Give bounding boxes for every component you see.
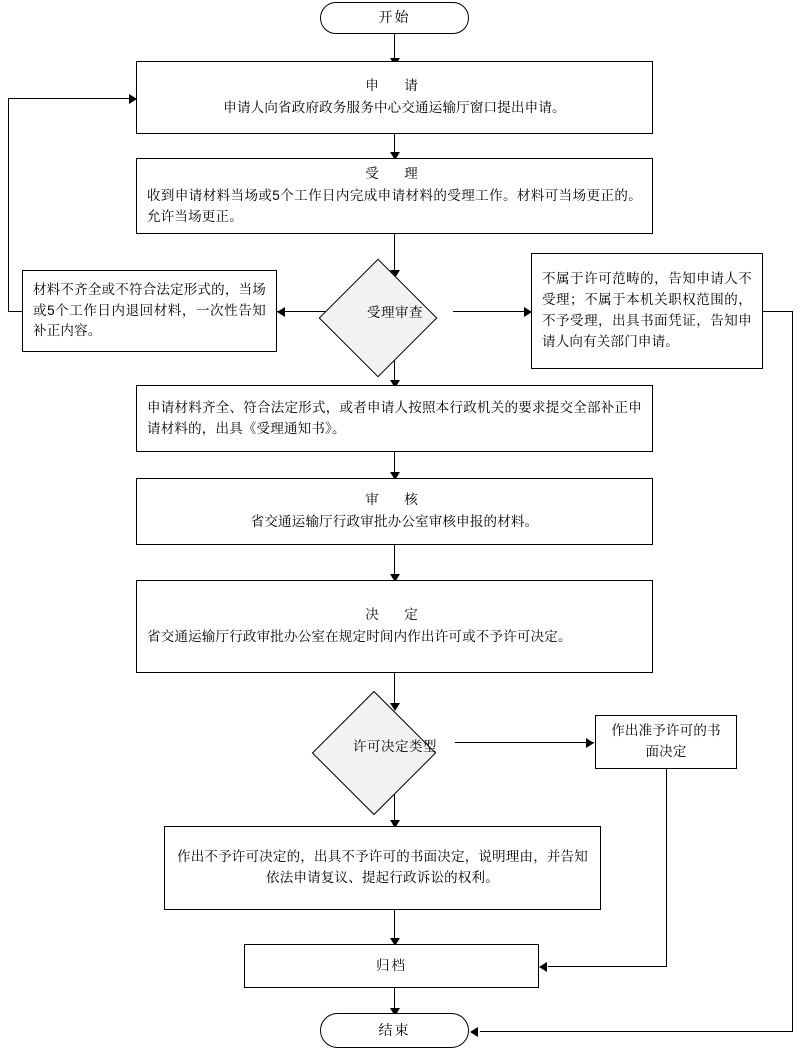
connector-incomplete-loop-h1 bbox=[8, 311, 22, 312]
connector-approve-archive-h bbox=[548, 966, 667, 967]
node-reject[interactable] bbox=[164, 826, 601, 910]
connector-incomplete-loop-h2 bbox=[8, 98, 136, 99]
connector-approve-archive-v bbox=[666, 769, 667, 966]
node-accept[interactable] bbox=[136, 158, 653, 234]
node-accept-body: 收到申请材料当场或5个工作日内完成申请材料的受理工作。材料可当场更正的。允许当场更正。 bbox=[147, 188, 642, 224]
node-decision-type[interactable] bbox=[330, 709, 460, 781]
arrowhead-incomplete bbox=[277, 307, 285, 317]
node-start[interactable] bbox=[320, 2, 469, 34]
node-review[interactable] bbox=[136, 478, 653, 545]
node-archive[interactable] bbox=[244, 944, 539, 988]
node-incomplete[interactable] bbox=[22, 270, 277, 352]
node-out-of-scope[interactable] bbox=[531, 253, 763, 369]
node-apply[interactable] bbox=[136, 61, 653, 134]
node-decide-body: 省交通运输厅行政审批办公室在规定时间内作出许可或不予许可决定。 bbox=[147, 629, 572, 644]
node-accept-check-label: 受理审查 bbox=[367, 305, 423, 320]
connector-outofscope-h2 bbox=[480, 1031, 793, 1032]
node-out-of-scope-body: 不属于许可范畴的，告知申请人不受理；不属于本机关职权范围的，不予受理，出具书面凭证，告知申请人向有关部门申请。 bbox=[542, 271, 752, 349]
arrowhead-end-right bbox=[470, 1027, 478, 1037]
node-acceptance-notice-body: 申请材料齐全、符合法定形式，或者申请人按照本行政机关的要求提交全部补正申请材料的，出具《受理通知书》。 bbox=[147, 399, 642, 436]
node-decide[interactable] bbox=[136, 580, 653, 673]
connector-check-outofscope bbox=[453, 311, 531, 312]
arrowhead-approve bbox=[586, 738, 594, 748]
connector-outofscope-h1 bbox=[763, 311, 793, 312]
node-accept-check[interactable] bbox=[336, 276, 454, 346]
node-review-body: 省交通运输厅行政审批办公室审核申报的材料。 bbox=[250, 514, 539, 529]
node-apply-title: 申 请 bbox=[365, 78, 424, 94]
node-archive-label: 归档 bbox=[376, 957, 407, 973]
arrowhead-archive-right bbox=[539, 962, 547, 972]
connector-incomplete-loop-v bbox=[8, 98, 9, 312]
connector-type-approve bbox=[455, 742, 594, 743]
node-incomplete-body: 材料不齐全或不符合法定形式的，当场或5个工作日内退回材料，一次性告知补正内容。 bbox=[33, 281, 266, 339]
node-review-title: 审 核 bbox=[365, 492, 424, 508]
node-accept-title: 受 理 bbox=[365, 166, 424, 182]
node-apply-body: 申请人向省政府政务服务中心交通运输厅窗口提出申请。 bbox=[223, 100, 566, 115]
node-approve[interactable] bbox=[595, 715, 737, 769]
connector-outofscope-v bbox=[792, 311, 793, 1032]
node-end[interactable] bbox=[320, 1013, 469, 1048]
node-acceptance-notice[interactable] bbox=[136, 385, 653, 452]
node-decision-type-label: 许可决定类型 bbox=[353, 739, 437, 754]
node-decide-title: 决 定 bbox=[365, 607, 424, 623]
node-reject-body: 作出不予许可决定的，出具不予许可的书面决定，说明理由，并告知依法申请复议、提起行政诉讼的权利。 bbox=[177, 849, 588, 885]
node-end-label: 结束 bbox=[378, 1021, 411, 1038]
node-approve-body: 作出准予许可的书面决定 bbox=[611, 723, 721, 759]
node-start-label: 开始 bbox=[378, 9, 411, 26]
